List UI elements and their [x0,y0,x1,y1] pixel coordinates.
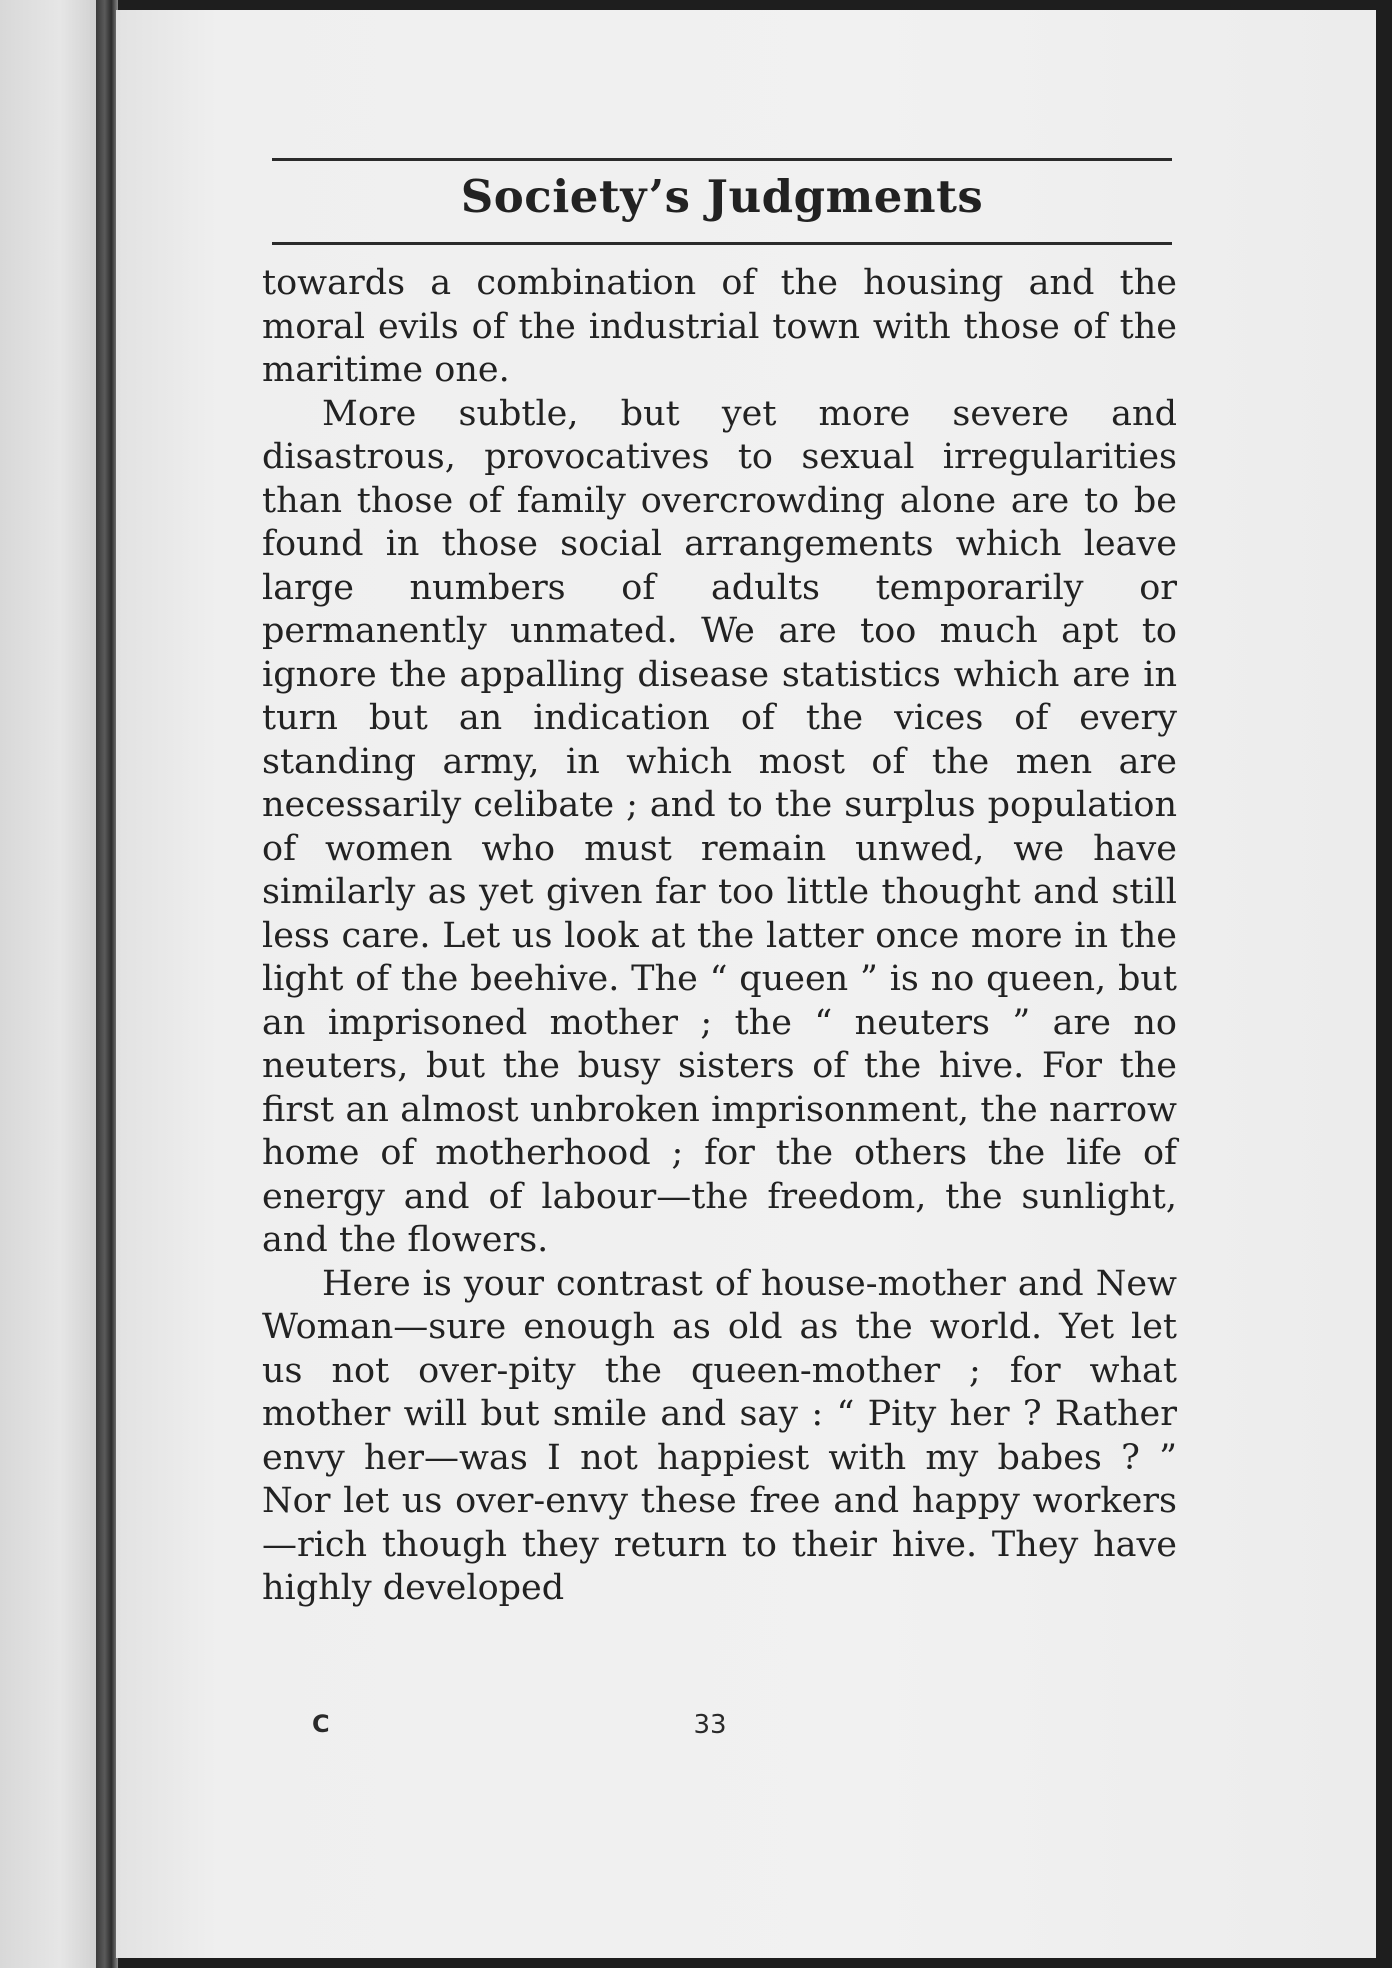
running-head: Society’s Judgments [460,170,984,223]
paragraph: Here is your contrast of house-mother and New Woman—sure enough as old as the world. Yet let us not over-pity the queen-mother ; for what mother will but smile and say : “ Pity her ? Rather envy her—was I not happiest with my babes ? ” Nor let us over-envy these free and happy workers—rich though they return to their hive. They have highly developed [262,1263,1177,1608]
book-gutter [96,0,118,1968]
page-number: 33 [693,1710,727,1740]
paragraph-continuation: towards a combination of the housing and the moral evils of the industrial town with those of the maritime one. [262,263,1177,390]
signature-mark: C [312,1710,330,1738]
header-rule-top [272,158,1172,161]
header-rule-bottom [272,242,1172,245]
body-text [262,262,1177,1611]
facing-page-edge [0,0,100,1968]
paragraph: More subtle, but yet more severe and disastrous, provocatives to sexual irregularities than those of family overcrowding alone are to be found in those social arrangements which leave large numbers of adults temporarily or permanently unmated. We are too much apt to ignore the appalling disease statistics which are in turn but an indication of the vices of every standing army, in which most of the men are necessarily celibate ; and to the surplus population of women who must remain unwed, we have similarly as yet given far too little thought and still less care. Let us look at the latter once more in the light of the beehive. The “ queen ” is no queen, but an imprisoned mother ; the “ neuters ” are no neuters, but the busy sisters of the hive. For the first an almost unbroken imprisonment, the narrow home of motherhood ; for the others the life of energy and of labour—the freedom, the sunlight, and the flowers. [262,393,1177,1260]
